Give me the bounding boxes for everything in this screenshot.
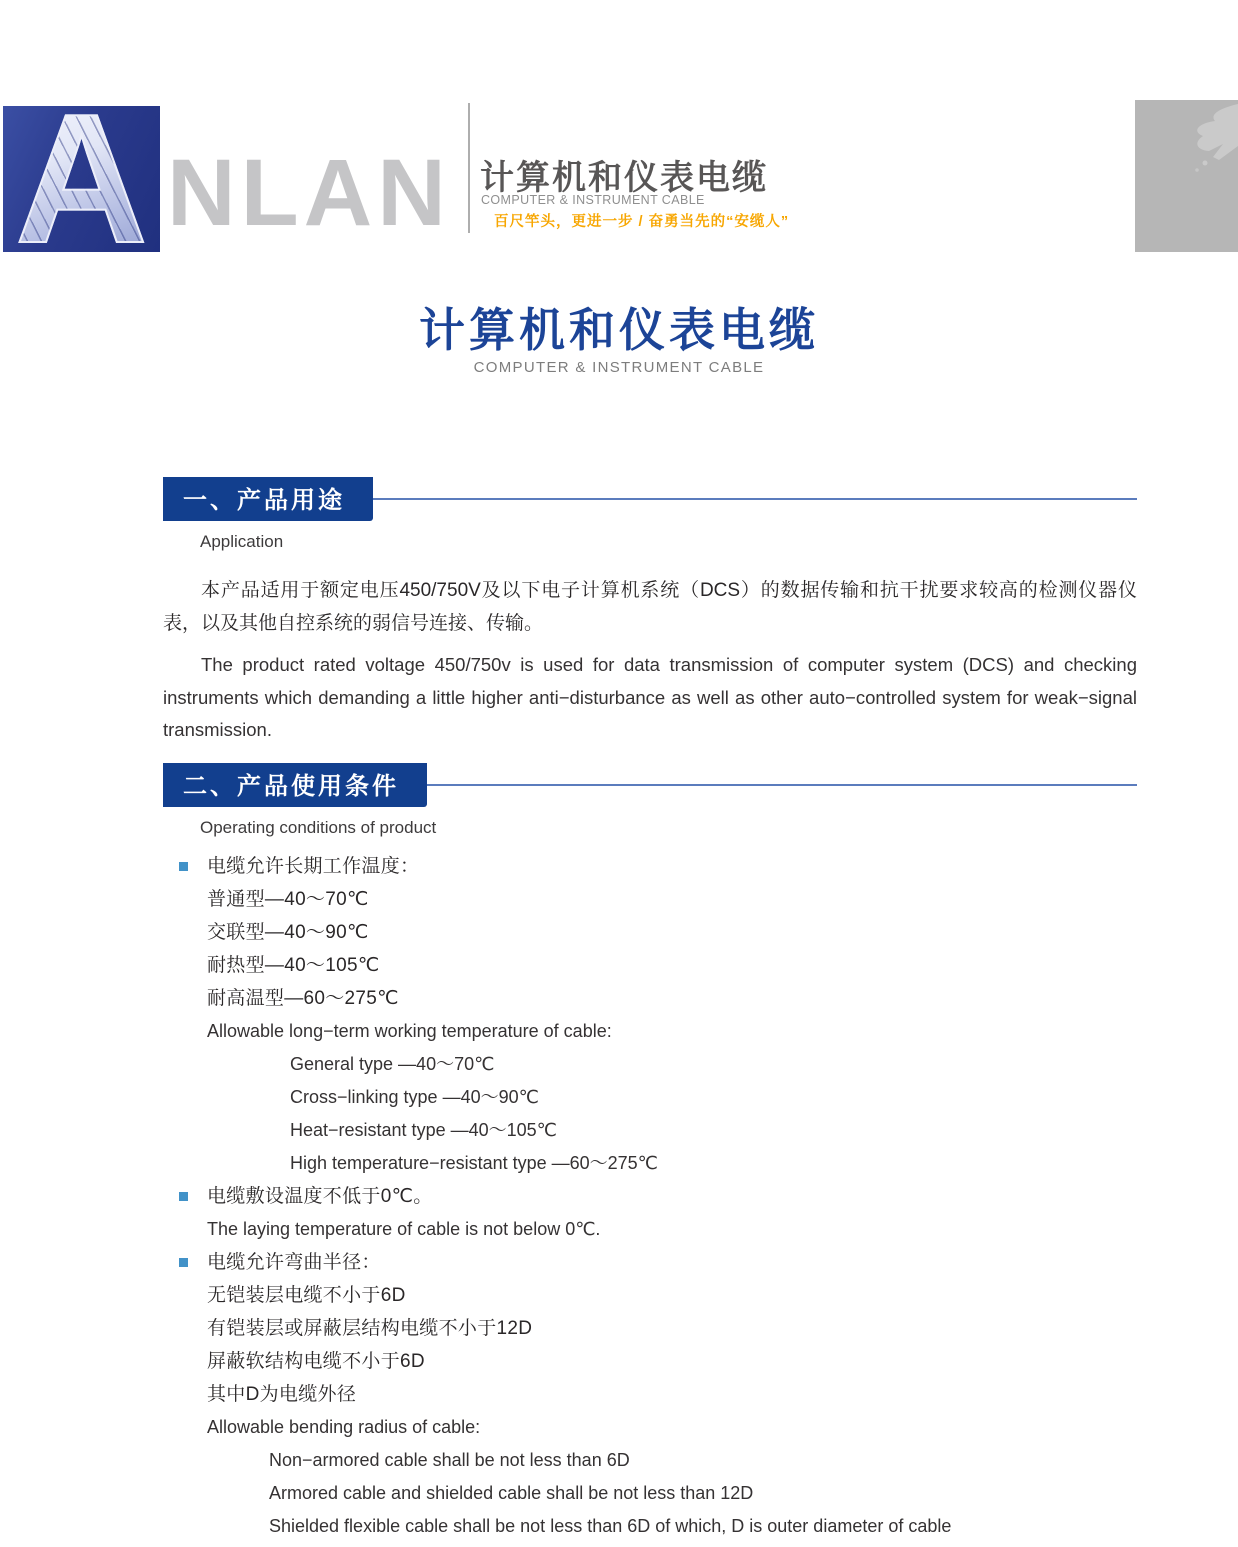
- list-item: 交联型—40～90℃: [207, 921, 369, 943]
- section-1-header: [163, 477, 1137, 521]
- list-item: Allowable long−term working temperature of cable:: [207, 1020, 612, 1041]
- page-content: [163, 477, 1137, 1543]
- leaf-icon: [1135, 100, 1238, 190]
- list-item: Shielded flexible cable shall be not less than 6D of which, D is outer diameter of cable: [269, 1515, 952, 1536]
- brand-logo-block: [3, 75, 160, 281]
- brand-logo-wordmark: NLAN: [167, 140, 451, 246]
- bullet-square-icon: [179, 1258, 188, 1267]
- page-subtitle: COMPUTER & INSTRUMENT CABLE: [473, 359, 765, 376]
- list-item: 普通型—40～70℃: [207, 888, 369, 910]
- list-item: Cross−linking type —40～90℃: [290, 1086, 539, 1107]
- list-item: [163, 850, 1137, 883]
- section-2-heading: 二、产品使用条件: [163, 763, 427, 807]
- list-item: Armored cable and shielded cable shall be not less than 12D: [269, 1482, 754, 1503]
- section-1-rule: [373, 498, 1137, 500]
- list-item: The laying temperature of cable is not below 0℃.: [207, 1218, 601, 1239]
- bullet-square-icon: [179, 1192, 188, 1201]
- list-item: 屏蔽软结构电缆不小于6D: [207, 1350, 425, 1372]
- list-item: 有铠装层或屏蔽层结构电缆不小于12D: [207, 1317, 533, 1339]
- bullet-label: 电缆敷设温度不低于0℃。: [207, 1185, 433, 1207]
- section-2-header: [163, 763, 1137, 807]
- header-photo-block: [1135, 100, 1238, 252]
- section-2-rule: [427, 784, 1137, 786]
- brand-logo-letter-a: A: [15, 75, 148, 281]
- brand-slogan: 百尺竿头，更进一步 / 奋勇当先的“安缆人”: [494, 214, 790, 230]
- list-item: High temperature−resistant type —60～275℃: [290, 1152, 658, 1173]
- section-1-heading-en: Application: [200, 532, 284, 551]
- list-item: Allowable bending radius of cable:: [207, 1416, 481, 1437]
- list-item: [163, 1246, 1137, 1279]
- page-title: 计算机和仪表电缆: [419, 304, 819, 356]
- operating-conditions-list: [163, 850, 1137, 1543]
- header-product-title-en: COMPUTER & INSTRUMENT CABLE: [481, 193, 705, 207]
- header-divider: [468, 103, 470, 233]
- section-2-heading-en: Operating conditions of product: [200, 817, 437, 837]
- section-1-heading: 一、产品用途: [163, 477, 373, 521]
- list-item: 其中D为电缆外径: [207, 1383, 357, 1405]
- list-item: 无铠装层电缆不小于6D: [207, 1284, 406, 1306]
- list-item: 耐高温型—60～275℃: [207, 987, 399, 1009]
- header-product-title-cn: 计算机和仪表电缆: [480, 159, 768, 197]
- list-item: Heat−resistant type —40～105℃: [290, 1119, 557, 1140]
- list-item: [163, 1180, 1137, 1213]
- application-paragraph-cn: 本产品适用于额定电压450/750V及以下电子计算机系统（DCS）的数据传输和抗干扰要求较高的检测仪器仪表，以及其他自控系统的弱信号连接、传输。: [163, 580, 1137, 634]
- list-item: Non−armored cable shall be not less than 6D: [269, 1449, 630, 1470]
- application-paragraph-en: The product rated voltage 450/750v is used for data transmission of computer system (DCS) and checking instruments which demanding a little higher anti−disturbance as well as other auto−controlled system for weak−signal transmission.: [163, 654, 1137, 740]
- bullet-label: 电缆允许长期工作温度：: [207, 855, 420, 877]
- bullet-square-icon: [179, 862, 188, 871]
- bullet-label: 电缆允许弯曲半径：: [207, 1251, 381, 1273]
- list-item: 耐热型—40～105℃: [207, 954, 380, 976]
- list-item: General type —40～70℃: [290, 1053, 495, 1074]
